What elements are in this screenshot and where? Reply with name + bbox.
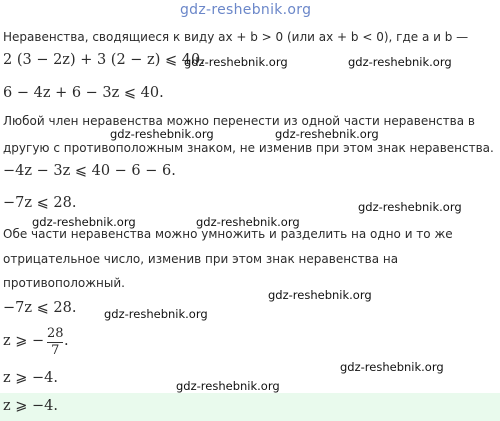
equation-step-5: −7z ⩽ 28.	[3, 300, 77, 316]
answer-highlight	[0, 393, 500, 421]
equation-step-4: −7z ⩽ 28.	[3, 195, 77, 211]
equation-step-3: −4z − 3z ⩽ 40 − 6 − 6.	[3, 163, 176, 179]
site-title: gdz-reshebnik.org	[180, 2, 312, 18]
fraction-denominator: 7	[51, 343, 60, 358]
fraction	[47, 326, 64, 358]
watermark: gdz-reshebnik.org	[110, 127, 214, 141]
intro-text: Неравенства, сводящиеся к виду ax + b > 0 (или ax + b < 0), где a и b —	[3, 30, 469, 44]
fraction-numerator: 28	[47, 326, 64, 341]
watermark: gdz-reshebnik.org	[184, 55, 288, 69]
rule-text-1: Любой член неравенства можно перенести из одной части неравенства в	[3, 114, 475, 128]
watermark: gdz-reshebnik.org	[176, 379, 280, 393]
watermark: gdz-reshebnik.org	[268, 288, 372, 302]
equation-step-7: z ⩾ −4.	[3, 370, 58, 386]
rule-text-2: другую с противоположным знаком, не изменив при этом знак неравенства.	[3, 141, 494, 155]
watermark: gdz-reshebnik.org	[348, 55, 452, 69]
watermark: gdz-reshebnik.org	[32, 215, 136, 229]
watermark: gdz-reshebnik.org	[275, 127, 379, 141]
rule-text-5: противоположный.	[3, 276, 125, 290]
rule-text-4: отрицательное число, изменив при этом знак неравенства на	[3, 252, 399, 266]
watermark: gdz-reshebnik.org	[104, 307, 208, 321]
equation-step-2: 6 − 4z + 6 − 3z ⩽ 40.	[3, 85, 164, 101]
watermark: gdz-reshebnik.org	[196, 215, 300, 229]
equation-step-6-suffix: .	[64, 333, 69, 349]
rule-text-3: Обе части неравенства можно умножить и разделить на одно и то же	[3, 227, 453, 241]
equation-step-6-prefix: z ⩾ −	[3, 333, 45, 349]
watermark: gdz-reshebnik.org	[358, 200, 462, 214]
equation-step-1: 2 (3 − 2z) + 3 (2 − z) ⩽ 40.	[3, 52, 205, 68]
watermark: gdz-reshebnik.org	[340, 360, 444, 374]
final-answer: z ⩾ −4.	[3, 398, 58, 414]
